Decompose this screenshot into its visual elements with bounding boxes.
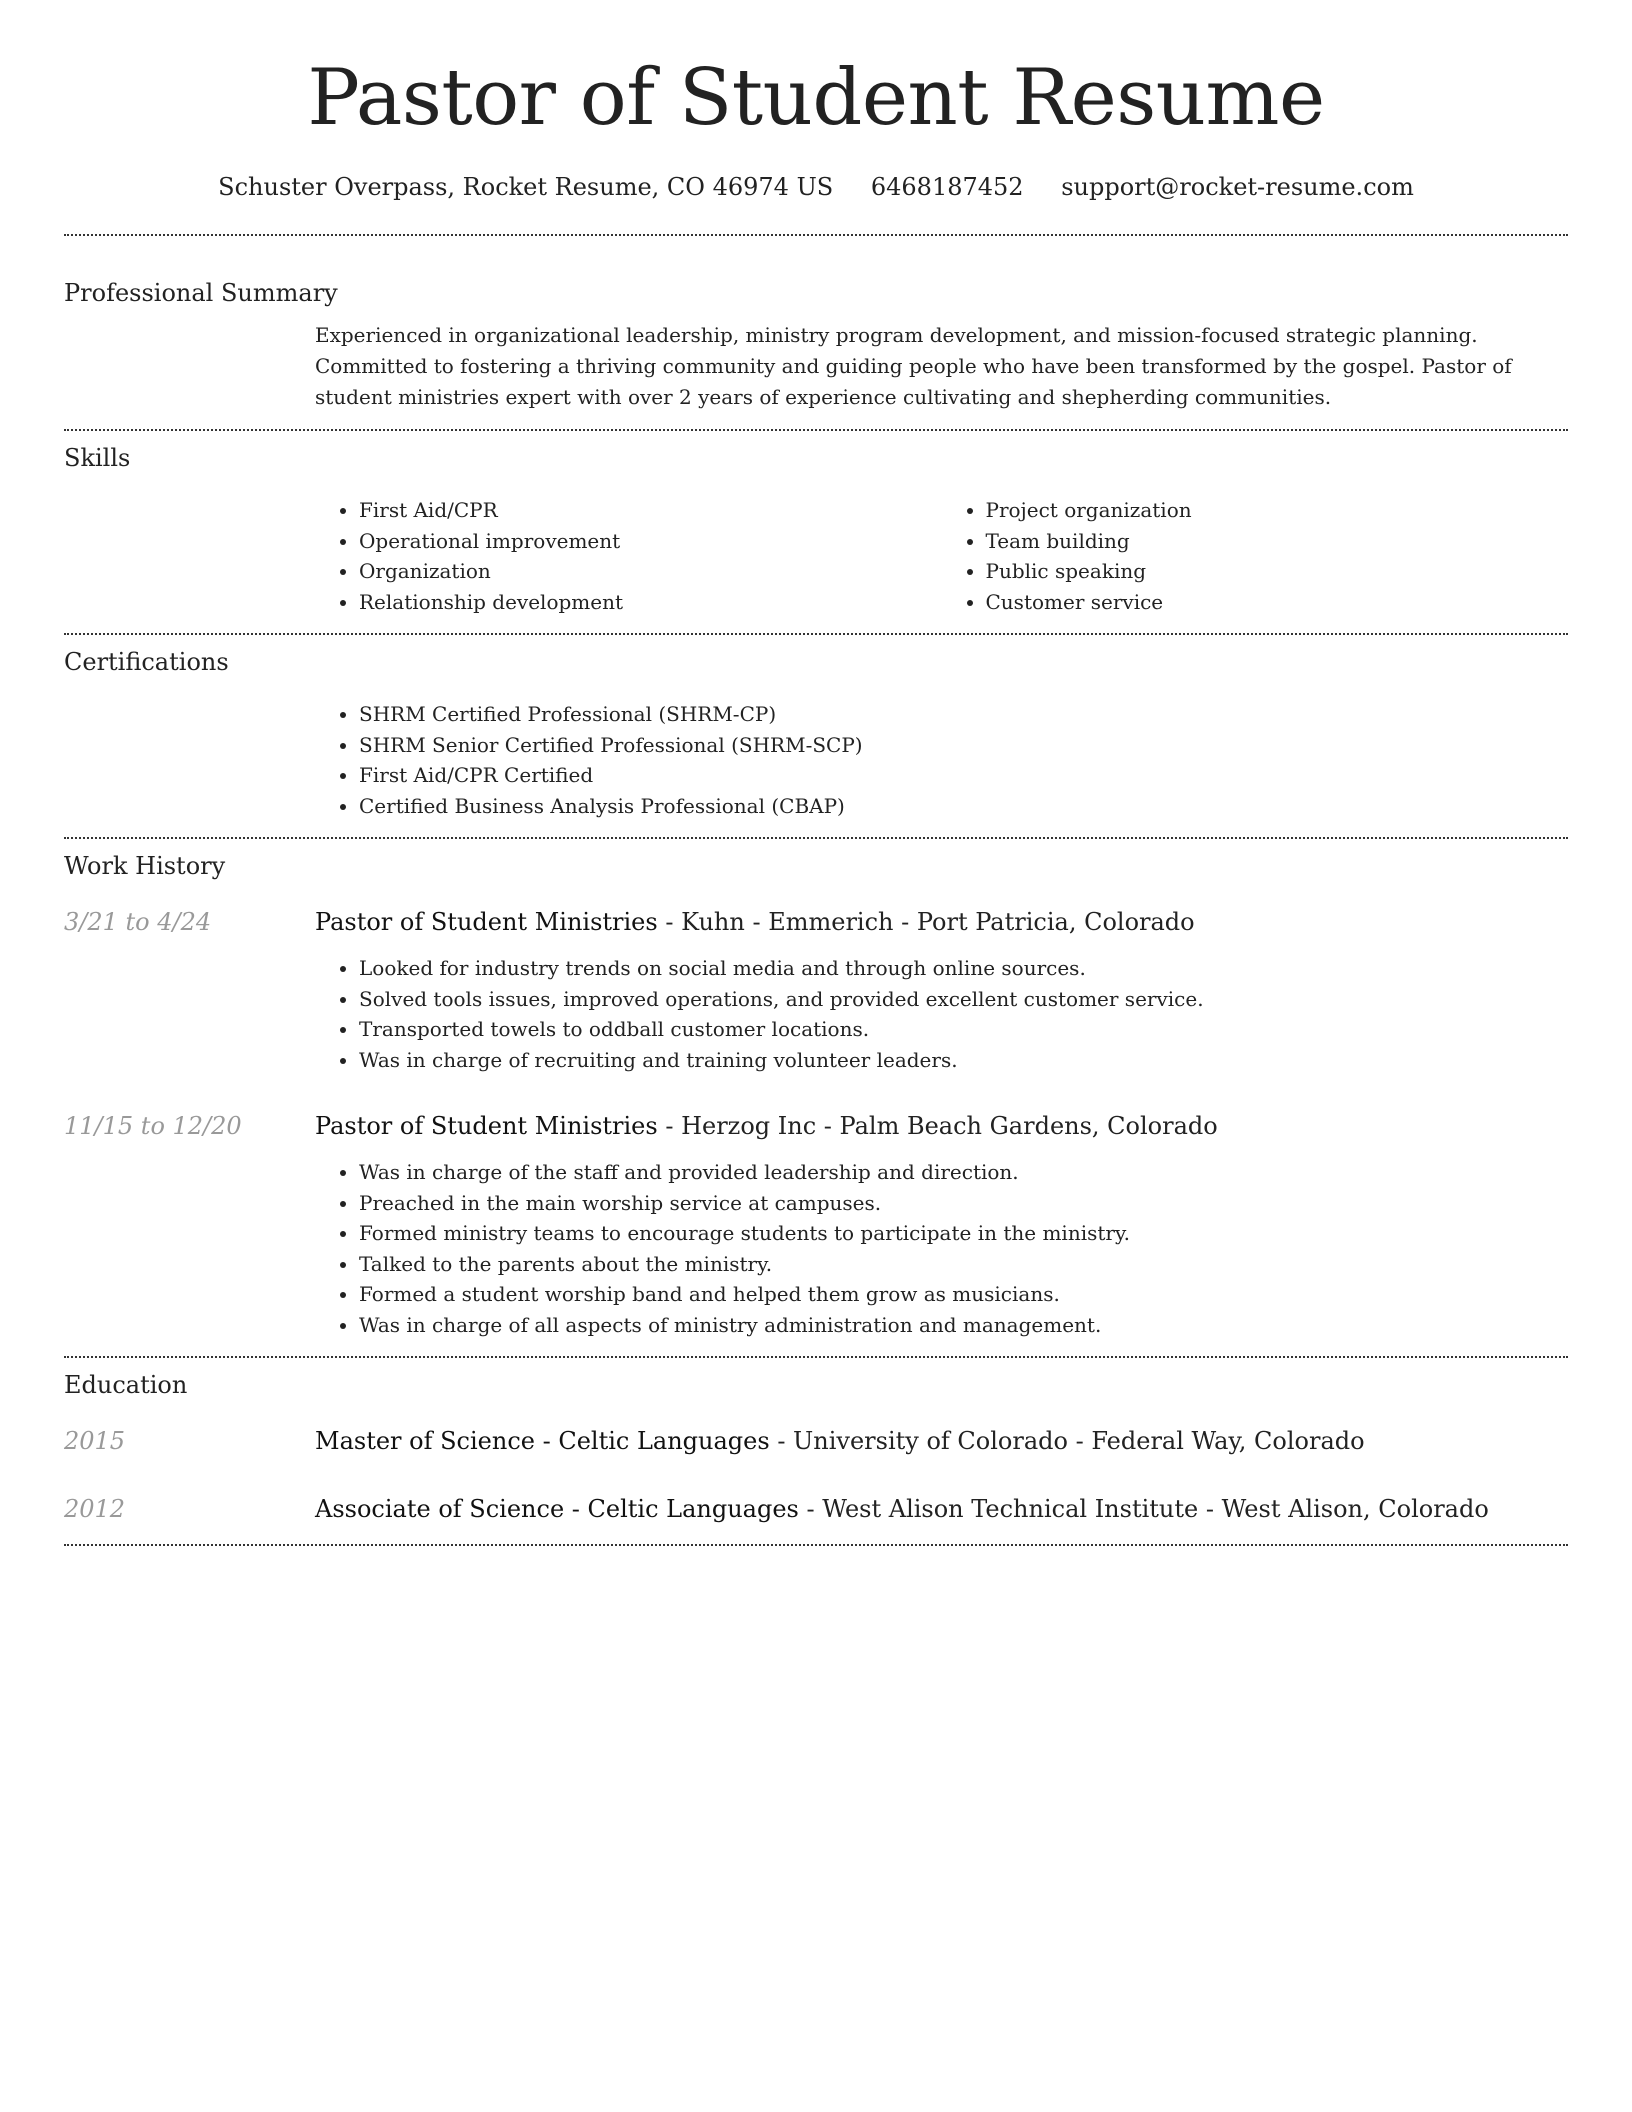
education-year: 2012 — [64, 1495, 126, 1523]
list-item: • First Aid/CPR — [359, 495, 942, 526]
certifications-list — [315, 699, 1568, 821]
job-role: Pastor of Student Ministries — [315, 908, 658, 936]
list-item: • Public speaking — [986, 556, 1569, 587]
education-title — [315, 1492, 1489, 1526]
list-item: • Talked to the parents about the ministry. — [359, 1249, 1568, 1280]
list-item: • Organization — [359, 556, 942, 587]
education-section — [64, 1358, 1568, 1526]
job-employer: - Kuhn - Emmerich - Port Patricia, Colorado — [657, 908, 1195, 936]
list-item: • Certified Business Analysis Professional (CBAP) — [359, 791, 1568, 822]
skills-section — [64, 431, 1568, 617]
list-item: • Formed a student worship band and helped them grow as musicians. — [359, 1279, 1568, 1310]
list-item: • Formed ministry teams to encourage students to participate in the ministry. — [359, 1218, 1568, 1249]
list-item: • Team building — [986, 526, 1569, 557]
resume-page — [64, 0, 1568, 1546]
job-role: Pastor of Student Ministries — [315, 1112, 658, 1140]
education-school: - University of Colorado - Federal Way, Colorado — [769, 1427, 1365, 1455]
certifications-heading: Certifications — [64, 648, 229, 676]
summary-text: Experienced in organizational leadership, ministry program development, and mission-focused strategic planning. Committed to fostering a thriving community and guiding people who have been transformed by the gospel. Pastor of student ministries expert with over 2 years of experience cultivating and shepherding communities. — [315, 323, 1512, 409]
job-title — [315, 1109, 1218, 1143]
skills-heading: Skills — [64, 444, 131, 472]
list-item: • Was in charge of all aspects of ministry administration and management. — [359, 1310, 1568, 1341]
contact-address: Schuster Overpass, Rocket Resume, CO 46974 US — [218, 173, 834, 201]
list-item: • Looked for industry trends on social media and through online sources. — [359, 953, 1568, 984]
work-history-section — [64, 839, 1568, 1340]
contact-line — [64, 170, 1568, 204]
skills-list-right — [942, 495, 1569, 617]
education-entry — [64, 1424, 1568, 1458]
job-dates: 3/21 to 4/24 — [64, 908, 212, 936]
job-dates: 11/15 to 12/20 — [64, 1112, 242, 1140]
education-school: - West Alison Technical Institute - West Alison, Colorado — [798, 1495, 1489, 1523]
list-item: • First Aid/CPR Certified — [359, 760, 1568, 791]
job-title — [315, 905, 1195, 939]
list-item: • Transported towels to oddball customer locations. — [359, 1014, 1568, 1045]
list-item: • SHRM Certified Professional (SHRM-CP) — [359, 699, 1568, 730]
work-history-heading: Work History — [64, 852, 226, 880]
resume-title: Pastor of Student Resume — [307, 53, 1325, 143]
education-entry — [64, 1492, 1568, 1526]
job-entry — [64, 905, 1568, 1075]
contact-phone: 6468187452 — [870, 173, 1024, 201]
list-item: • Operational improvement — [359, 526, 942, 557]
job-employer: - Herzog Inc - Palm Beach Gardens, Colorado — [657, 1112, 1218, 1140]
list-item: • Relationship development — [359, 587, 942, 618]
list-item: • Preached in the main worship service at campuses. — [359, 1188, 1568, 1219]
education-heading: Education — [64, 1371, 188, 1399]
list-item: • Project organization — [986, 495, 1569, 526]
education-year: 2015 — [64, 1427, 126, 1455]
summary-heading: Professional Summary — [64, 279, 338, 307]
education-title — [315, 1424, 1365, 1458]
education-degree: Master of Science - Celtic Languages — [315, 1427, 770, 1455]
list-item: • Was in charge of recruiting and training volunteer leaders. — [359, 1045, 1568, 1076]
skills-list-left — [315, 495, 942, 617]
contact-email: support@rocket-resume.com — [1061, 173, 1414, 201]
education-degree: Associate of Science - Celtic Languages — [315, 1495, 799, 1523]
list-item: • Customer service — [986, 587, 1569, 618]
job-bullets — [315, 1157, 1568, 1340]
list-item: • Was in charge of the staff and provided leadership and direction. — [359, 1157, 1568, 1188]
list-item: • Solved tools issues, improved operations, and provided excellent customer service. — [359, 984, 1568, 1015]
job-bullets — [315, 953, 1568, 1075]
divider — [64, 1544, 1568, 1546]
job-entry — [64, 1109, 1568, 1340]
certifications-section — [64, 635, 1568, 821]
summary-section — [64, 236, 1568, 413]
list-item: • SHRM Senior Certified Professional (SHRM-SCP) — [359, 730, 1568, 761]
